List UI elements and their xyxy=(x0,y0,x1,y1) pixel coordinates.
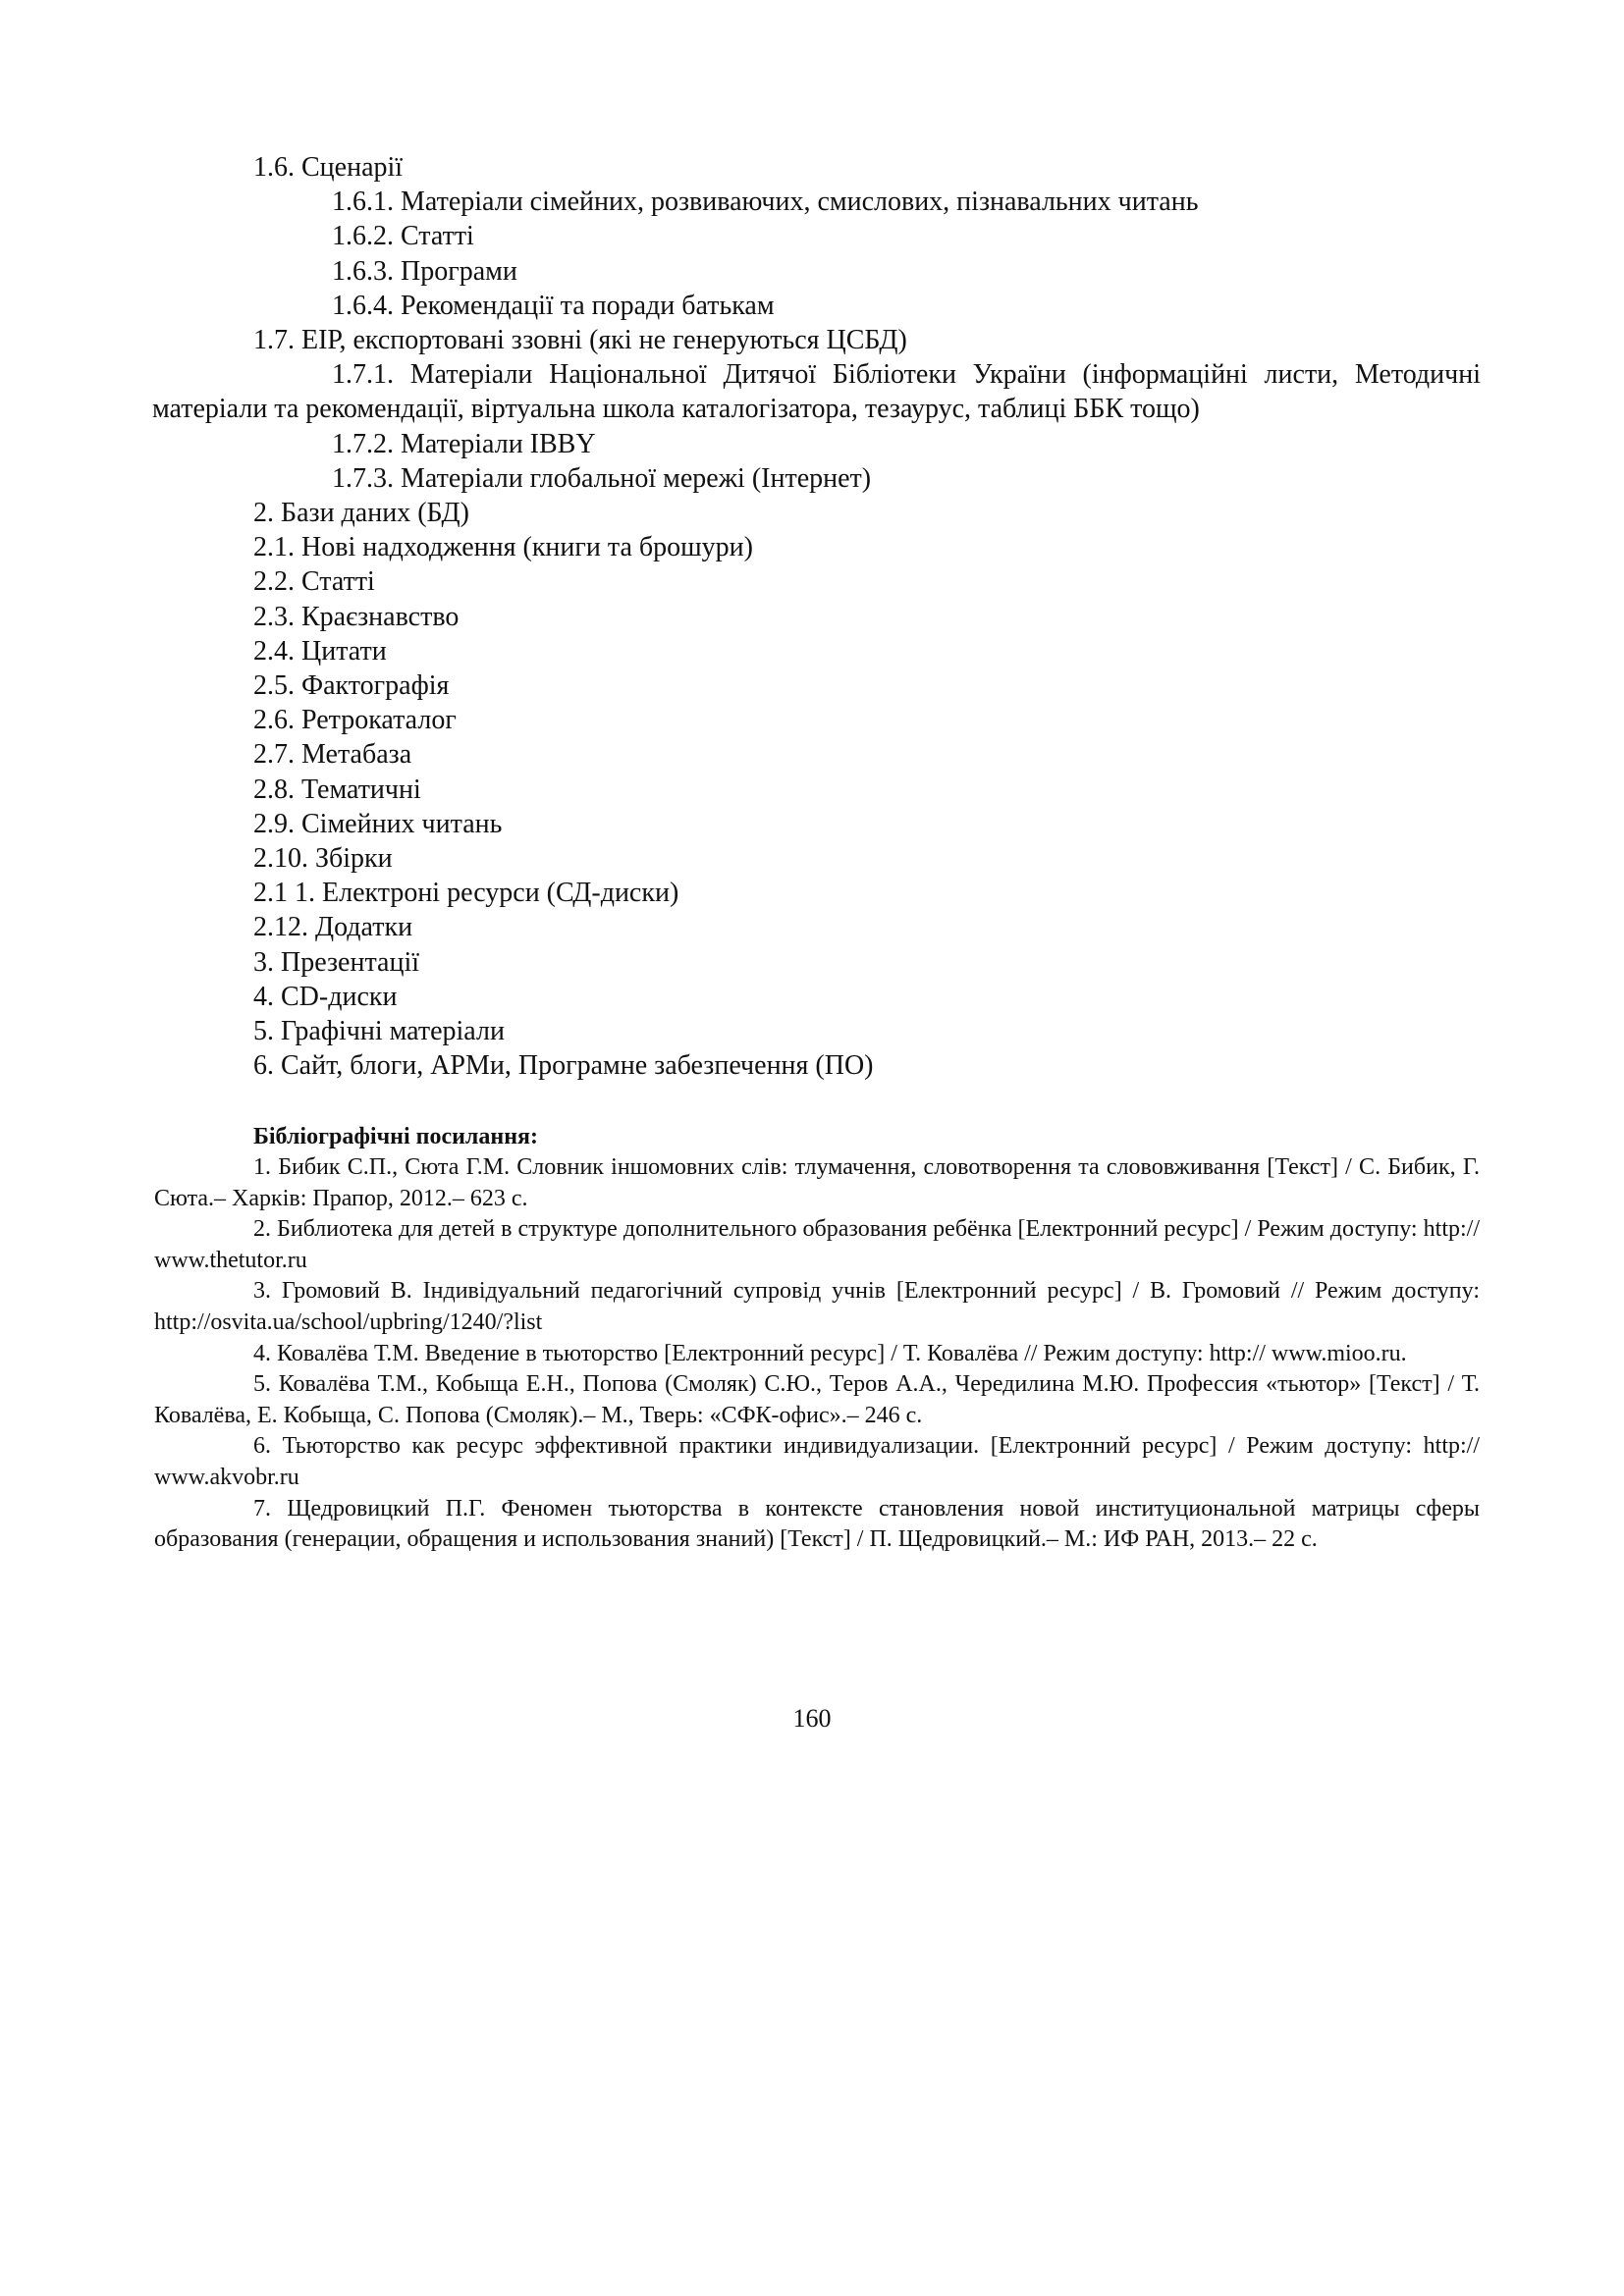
outline-item: 2.8. Тематичні xyxy=(253,774,421,805)
outline-item: 2.2. Статті xyxy=(253,566,375,598)
outline-item: 2.10. Збірки xyxy=(253,843,393,875)
outline-list xyxy=(152,150,1481,1083)
outline-item: 2.7. Метабаза xyxy=(253,739,412,771)
bibliography-section xyxy=(154,1122,1480,1556)
bibliography-heading: Бібліографічні посилання: xyxy=(253,1124,539,1149)
bibliography-entry: 3. Громовий В. Індивідуальний педагогічний супровід учнів [Електронний ресурс] / В. Громовий // Режим доступу: http://osvita.ua/school/upbring/1240/?list xyxy=(154,1278,1480,1335)
bibliography-entry: 2. Библиотека для детей в структуре дополнительного образования ребёнка [Електронний ресурс] / Режим доступу: http:// www.thetutor.ru xyxy=(154,1216,1480,1273)
bibliography-entry: 5. Ковалёва Т.М., Кобыща Е.Н., Попова (Смоляк) С.Ю., Теров А.А., Чередилина М.Ю. Профессия «тьютор» [Текст] / Т. Ковалёва, Е. Кобыща, С. Попова (Смоляк).– М., Тверь: «СФК-офис».– 246 с. xyxy=(154,1371,1480,1428)
outline-item: 1.6.2. Статті xyxy=(332,221,474,252)
outline-item: 2.1 1. Електроні ресурси (СД-диски) xyxy=(253,878,679,909)
outline-item: 1.6.3. Програми xyxy=(332,255,517,287)
outline-item: 2.12. Додатки xyxy=(253,912,413,943)
outline-item: 2. Бази даних (БД) xyxy=(253,498,469,529)
outline-item: 2.1. Нові надходження (книги та брошури) xyxy=(253,532,753,563)
outline-item: 1.7.3. Матеріали глобальної мережі (Інтернет) xyxy=(332,462,872,494)
outline-item: 2.9. Сімейних читань xyxy=(253,808,503,839)
outline-item: 5. Графічні матеріали xyxy=(253,1016,505,1047)
outline-item: 1.6.1. Матеріали сімейних, розвиваючих, смислових, пізнавальних читань xyxy=(332,187,1199,218)
outline-item: 6. Сайт, блоги, АРМи, Програмне забезпечення (ПО) xyxy=(253,1050,874,1082)
outline-item: 2.3. Краєзнавство xyxy=(253,601,460,632)
bibliography-entry: 7. Щедровицкий П.Г. Феномен тьюторства в контексте становления новой институциональной матрицы сферы образования (генерации, обращения и использования знаний) [Текст] / П. Щедровицкий.– М.: ИФ РАН, 2013.– 22 с. xyxy=(154,1495,1480,1553)
outline-item: 2.4. Цитати xyxy=(253,635,387,667)
outline-item: 3. Презентації xyxy=(253,946,420,978)
outline-item: 1.7.1. Матеріали Національної Дитячої Бібліотеки України (інформаційні листи, Методичні матеріали та рекомендації, віртуальна школа каталогізатора, тезаурус, таблиці ББК тощо) xyxy=(152,359,1481,425)
bibliography-entry: 6. Тьюторство как ресурс эффективной практики индивидуализации. [Електронний ресурс] / Режим доступу: http:// www.akvobr.ru xyxy=(154,1433,1480,1490)
page-number: 160 xyxy=(792,1704,832,1733)
bibliography-entry: 1. Бибик С.П., Сюта Г.М. Словник іншомовних слів: тлумачення, словотворення та слововживання [Текст] / С. Бибик, Г. Сюта.– Харків: Прапор, 2012.– 623 с. xyxy=(154,1154,1480,1211)
outline-item: 1.7.2. Матеріали IBBY xyxy=(332,428,596,459)
outline-item: 1.7. ЕІР, експортовані ззовні (які не генеруються ЦСБД) xyxy=(253,325,907,356)
outline-item: 2.5. Фактографія xyxy=(253,670,450,702)
outline-item: 1.6.4. Рекомендації та поради батькам xyxy=(332,290,775,321)
bibliography-entry: 4. Ковалёва Т.М. Введение в тьюторство [Електронний ресурс] / Т. Ковалёва // Режим доступу: http:// www.mioo.ru. xyxy=(253,1340,1407,1366)
outline-item: 2.6. Ретрокаталог xyxy=(253,705,457,736)
outline-item: 1.6. Сценарії xyxy=(253,152,404,183)
outline-item: 4. CD-диски xyxy=(253,981,398,1012)
